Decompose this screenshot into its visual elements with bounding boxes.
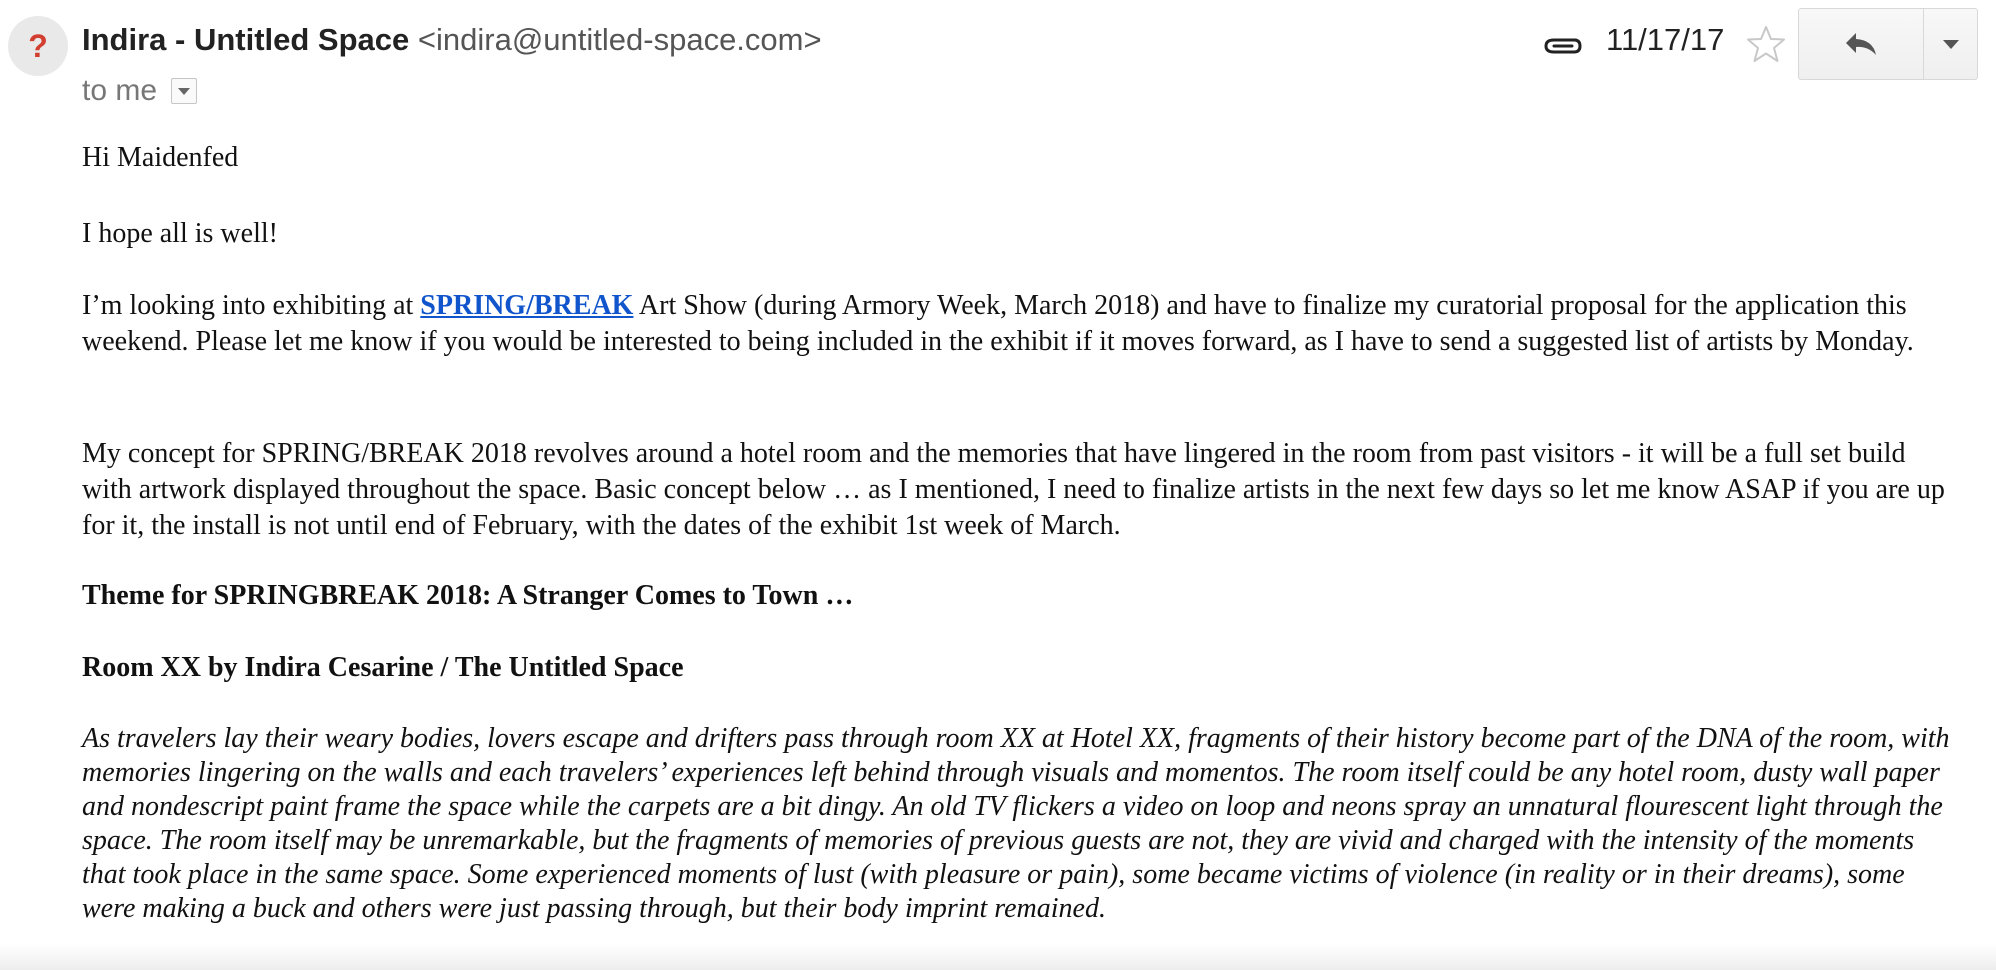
concept-paragraph: My concept for SPRING/BREAK 2018 revolves around a hotel room and the memories that have lingered in the room from past visitors - it will be a full set build with artwork displayed throughout the space. Basic concept below … as I mentioned, I need to finalize artists in the next few days so let me know ASAP if you are up for it, the install is not until end of February, with the dates of the exhibit 1st week of March. [82,438,1945,541]
star-icon[interactable] [1746,24,1786,64]
description-paragraph: As travelers lay their weary bodies, lovers escape and drifters pass through room XX at Hotel XX, fragments of their history become part of the DNA of the room, with memories lingering on the walls and each travelers’ experiences left behind through visuals and momentos. The room itself could be any hotel room, dusty wall paper and nondescript paint frame the space while the carpets are a bit dingy. An old TV flickers a video on loop and neons spray an unnatural flourescent light through the space. The room itself may be unremarkable, but the fragments of memories of previous guests are not, they are vivid and charged with the intensity of the moments that took place in the same space. Some experienced moments of lust (with pleasure or pain), some became victims of violence (in reality or in their dreams), some were making a buck and others were just passing through, but their body imprint remained. [82,723,1950,924]
paperclip-icon [1540,30,1584,60]
sender-avatar[interactable] [8,16,68,76]
sender-email: <indira@untitled-space.com> [417,22,822,57]
reply-button-group [1798,8,1978,80]
chevron-down-icon [178,88,190,95]
recipient-details-dropdown[interactable] [171,78,197,104]
greeting-paragraph: Hi Maidenfed [82,142,239,173]
hope-paragraph: I hope all is well! [82,218,278,249]
spring-break-link[interactable]: SPRING/BREAK [420,290,634,321]
exhibit-paragraph [82,288,1962,360]
chevron-down-icon [1943,40,1959,49]
avatar-glyph: ? [28,27,48,64]
theme-heading: Theme for SPRINGBREAK 2018: A Stranger Comes to Town … [82,580,854,611]
message-date: 11/17/17 [1606,22,1725,57]
exhibit-text-start: I’m looking into exhibiting at [82,290,421,321]
more-actions-button[interactable] [1924,9,1977,79]
room-heading: Room XX by Indira Cesarine / The Untitled Space [82,652,684,683]
exhibit-text-rest: Art Show (during Armory Week, March 2018) and have to finalize my curatorial proposal for the application this weekend. Please let me know if you would be interested to being included in the exhibit if it moves forward, as I have to send a suggested list of artists by Monday. [82,290,1914,357]
recipient-line [82,74,197,108]
recipient-label: to me [82,74,158,107]
reply-button[interactable] [1799,9,1924,79]
sender-name[interactable]: Indira - Untitled Space [82,22,410,57]
sender-line [82,22,822,58]
scroll-fade [0,944,1996,970]
reply-arrow-icon [1844,31,1878,57]
